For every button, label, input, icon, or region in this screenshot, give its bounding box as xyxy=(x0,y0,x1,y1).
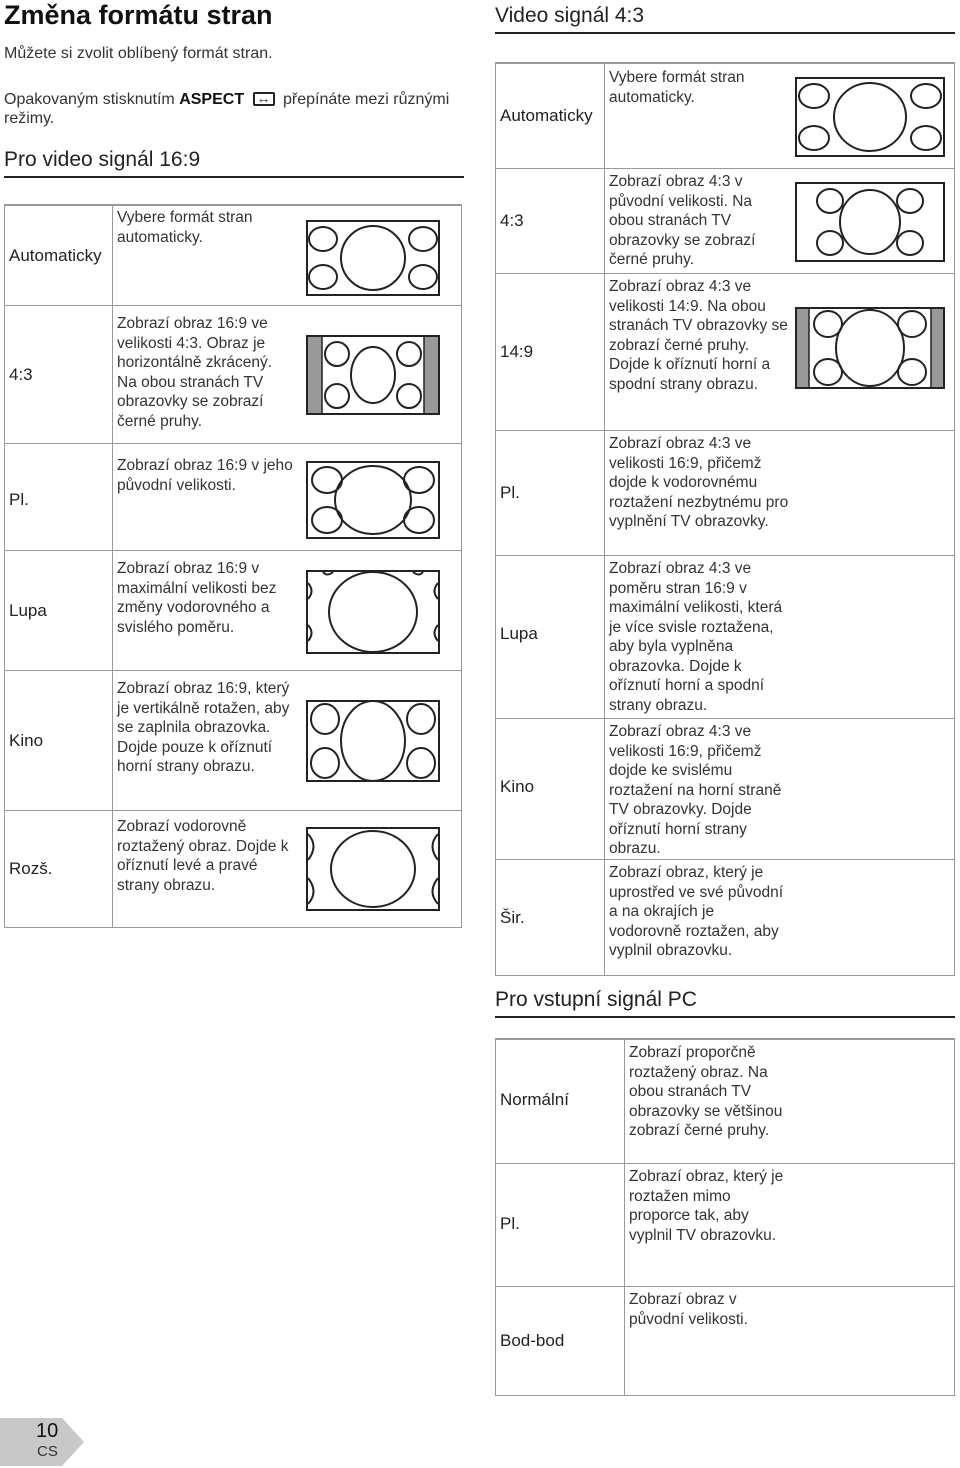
row-desc: Zobrazí obraz 4:3 ve velikosti 16:9, přičemž dojde ke svislému roztažení na horní straně TV obrazovky. Dojde oříznutí horní strany obrazu. xyxy=(609,723,782,857)
row-desc: Zobrazí obraz v původní velikosti. xyxy=(629,1291,748,1328)
page-language: CS xyxy=(37,1443,58,1460)
intro-aspect-before: Opakovaným stisknutím xyxy=(4,91,175,108)
stretch-icon xyxy=(305,826,441,912)
cinema-icon xyxy=(305,699,441,783)
page-title: Změna formátu stran xyxy=(4,0,273,30)
row-desc: Zobrazí obraz 4:3 ve velikosti 14:9. Na obou stranách TV obrazovky se zobrazí černé pruhy. Dojde k oříznutí horní a spodní strany obrazu. xyxy=(609,278,788,393)
table-row xyxy=(496,1286,954,1397)
page-number: 10 xyxy=(36,1420,59,1442)
row-label: Automaticky xyxy=(500,106,593,125)
zoom-icon xyxy=(305,569,441,655)
table-row xyxy=(496,168,954,273)
row-label: Pl. xyxy=(500,1214,520,1233)
row-label: Automaticky xyxy=(9,246,102,265)
row-desc: Zobrazí obraz 16:9 v maximální velikosti bez změny vodorovného a svislého poměru. xyxy=(117,560,277,636)
row-label: 4:3 xyxy=(500,211,524,230)
row-desc: Zobrazí obraz, který je roztažen mimo proporce tak, aby vyplnil TV obrazovku. xyxy=(629,1168,784,1244)
section-heading-169: Pro video signál 16:9 xyxy=(4,148,464,178)
auto-icon xyxy=(305,219,441,297)
table-row xyxy=(5,205,461,305)
row-label: Normální xyxy=(500,1090,569,1109)
full-icon xyxy=(305,460,441,540)
row-desc: Vybere formát stran automaticky. xyxy=(117,209,253,246)
row-desc: Zobrazí vodorovně roztažený obraz. Dojde k oříznutí levé a pravé strany obrazu. xyxy=(117,818,289,894)
intro-aspect-text xyxy=(4,90,474,128)
row-desc: Zobrazí obraz 16:9 ve velikosti 4:3. Obraz je horizontálně zkrácený. Na obou stranách TV obrazovky se zobrazí černé pruhy. xyxy=(117,315,273,430)
page-number-tab xyxy=(0,1418,84,1468)
aspect-key-label: ASPECT xyxy=(179,91,245,108)
table-row xyxy=(496,63,954,168)
row-desc: Zobrazí obraz 4:3 ve velikosti 16:9, přičemž dojde k vodorovnému roztažení nezbytnému pro vyplnění TV obrazovky. xyxy=(609,435,789,530)
row-label: Kino xyxy=(9,731,44,750)
row-desc: Zobrazí obraz 4:3 v původní velikosti. Na obou stranách TV obrazovky se zobrazí černé pruhy. xyxy=(609,173,756,268)
table-row xyxy=(496,859,954,977)
auto-icon xyxy=(794,76,946,158)
row-label: Pl. xyxy=(9,490,29,509)
table-row xyxy=(5,670,461,810)
table-pc xyxy=(495,1038,955,1396)
row-desc: Zobrazí proporčně roztažený obraz. Na obou stranách TV obrazovky se většinou zobrazí černé pruhy. xyxy=(629,1044,783,1139)
table-row xyxy=(5,305,461,443)
narrow-bars-icon xyxy=(794,306,946,390)
row-desc: Zobrazí obraz 16:9, který je vertikálně rotažen, aby se zaplnila obrazovka. Dojde pouze k oříznutí horní strany obrazu. xyxy=(117,680,290,775)
row-desc: Zobrazí obraz, který je uprostřed ve své původní a na okrajích je vodorovně roztažen, aby vyplnil obrazovku. xyxy=(609,864,784,959)
row-desc: Vybere formát stran automaticky. xyxy=(609,69,745,106)
intro-text: Můžete si zvolit oblíbený formát stran. xyxy=(4,45,273,62)
row-label: Rozš. xyxy=(9,859,53,878)
table-169 xyxy=(4,204,462,928)
row-label: Bod-bod xyxy=(500,1331,565,1350)
row-label: 14:9 xyxy=(500,342,534,361)
table-row xyxy=(496,718,954,859)
row-label: Kino xyxy=(500,777,535,796)
row-label: Lupa xyxy=(9,601,47,620)
section-heading-43: Video signál 4:3 xyxy=(495,4,955,34)
row-label: 4:3 xyxy=(9,365,33,384)
intro-aspect-after: přepínáte mezi různými režimy. xyxy=(4,91,450,127)
table-row xyxy=(5,810,461,929)
side-bars-icon xyxy=(305,334,441,416)
table-row xyxy=(496,430,954,555)
table-row xyxy=(496,1163,954,1286)
row-desc: Zobrazí obraz 4:3 ve poměru stran 16:9 v maximální velikosti, která je více svisle roztažena, aby byla vyplněna obrazovka. Dojde k oříznutí horní a spodní strany obrazu. xyxy=(609,560,783,714)
side-bars-icon xyxy=(794,181,946,263)
row-desc: Zobrazí obraz 16:9 v jeho původní velikosti. xyxy=(117,457,293,494)
row-label: Šir. xyxy=(500,908,525,927)
table-row xyxy=(496,555,954,718)
table-row xyxy=(496,273,954,430)
table-row xyxy=(5,550,461,670)
table-row xyxy=(496,1039,954,1163)
table-43 xyxy=(495,62,955,976)
row-label: Pl. xyxy=(500,483,520,502)
aspect-button-icon xyxy=(253,92,275,106)
row-label: Lupa xyxy=(500,624,538,643)
table-row xyxy=(5,443,461,550)
section-heading-pc: Pro vstupní signál PC xyxy=(495,988,955,1018)
